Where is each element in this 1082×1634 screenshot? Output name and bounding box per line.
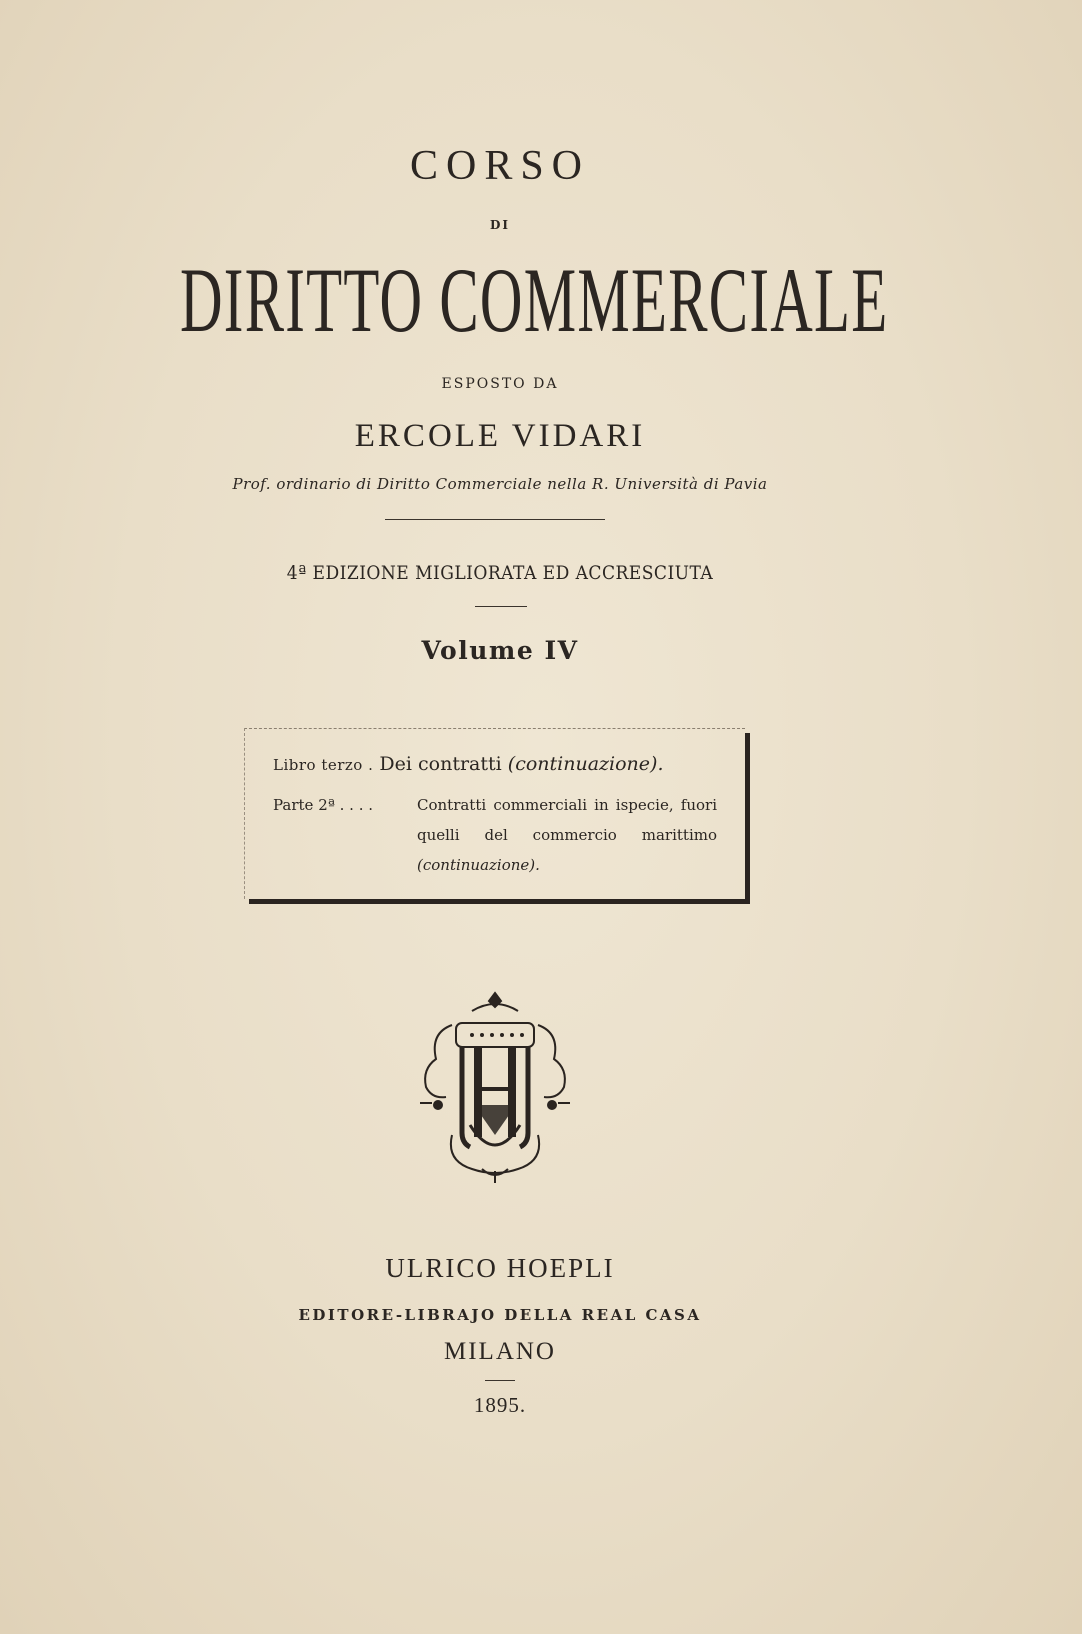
di-word: DI [489,218,511,232]
corso-heading: CORSO [409,143,591,189]
book-title: DIRITTO COMMERCIALE [180,249,889,351]
libro-text: Dei contratti [379,753,502,775]
publisher-name: ULRICO HOEPLI [385,1253,615,1283]
parte-line-2: quelli del commercio marittimo [417,826,717,844]
author-name: ERCOLE VIDARI [354,418,646,454]
publication-year: 1895. [473,1393,527,1417]
divider-rule [385,519,605,520]
libro-note: (continuazione). [507,753,664,775]
esposto-da: ESPOSTO DA [441,376,559,392]
parte-line-3: (continuazione). [417,856,540,874]
libro-line [273,753,663,775]
publication-city: MILANO [444,1338,556,1365]
libro-label: Libro terzo . [273,756,374,774]
parte-label: Parte 2ª . . . . [273,796,374,814]
publisher-monogram-icon [412,985,578,1185]
divider-rule-tiny [485,1380,515,1381]
edition-line: 4ª EDIZIONE MIGLIORATA ED ACCRESCIUTA [286,562,714,584]
divider-rule-short [475,606,527,607]
parte-line-1: Contratti commerciali in ispecie, fuori [417,796,717,814]
volume-label: Volume IV [421,636,579,665]
contents-box [244,728,745,899]
author-role: Prof. ordinario di Diritto Commerciale nella R. Università di Pavia [232,475,768,493]
publisher-role: EDITORE-LIBRAJO DELLA REAL CASA [298,1306,702,1324]
